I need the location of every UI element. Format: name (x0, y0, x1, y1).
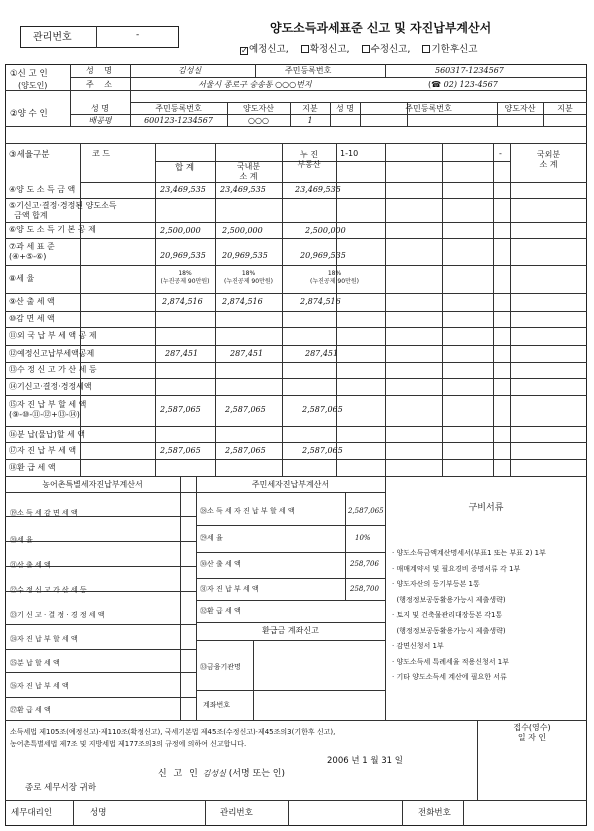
row-label: ⑧세 율 (9, 274, 35, 283)
total-value: 18% (누진공제 90만원) (160, 270, 210, 285)
docs-item: · 기타 양도소득세 계산에 필요한 서류 (392, 673, 507, 681)
agri-item: ㉔자 진 납 부 할 세 액 (10, 635, 78, 643)
reporter-address: 서울시 종로구 숭송동 ○○○번지 (198, 80, 312, 89)
transferee-header: 주민등록번호 (405, 104, 452, 113)
account-label: 계좌번호 (203, 701, 231, 709)
total-value: 23,469,535 (160, 185, 206, 194)
cumulative-value: 2,587,065 (302, 405, 343, 414)
cumulative-value: 2,500,000 (305, 226, 346, 235)
total-value: 2,500,000 (160, 226, 201, 235)
transferee-header: 양도자산 (504, 104, 536, 113)
col-foreign: 국외분 소 계 (536, 150, 561, 169)
form-title: 양도소득과세표준 신고 및 자진납부계산서 (270, 21, 492, 35)
domestic-value: 287,451 (230, 349, 264, 358)
row-label: ⑩감 면 세 액 (9, 314, 55, 323)
signature-line (158, 770, 285, 779)
domestic-value: 20,969,535 (222, 251, 268, 260)
total-value: 2,587,065 (160, 446, 201, 455)
resident-item-label: ㉙세 율 (200, 534, 223, 542)
transferee-rrn: 600123-1234567 (144, 116, 213, 125)
cumulative-value: 20,969,535 (300, 251, 346, 260)
agent-label: 세무대리인 (11, 808, 53, 818)
resident-item-value: 10% (355, 534, 371, 542)
cumulative-value: 18% (누진공제 90만원) (310, 270, 359, 285)
agri-item: ㉕분 납 할 세 액 (10, 659, 60, 667)
report-type-label: 수정신고, (370, 44, 411, 55)
footer-law-text: 소득세법 제105조(예정신고)·제110조(확정신고), 국세기본법 제45조(수정신고)·제45조의3(기한후 신고), (10, 728, 336, 736)
col-domestic: 국내분 소 계 (236, 162, 261, 181)
row-label: ⑬수 정 신 고 가 산 세 등 (9, 365, 97, 374)
row-label: ⑯분 납(물납)할 세 액 (9, 430, 85, 439)
row-label: ⑨산 출 세 액 (9, 297, 55, 306)
transferee-asset: ○○○ (248, 116, 269, 125)
col-cumulative: 누 진 부동산 (297, 150, 321, 169)
total-value: 2,587,065 (160, 405, 201, 414)
checkbox-final[interactable] (301, 45, 309, 53)
mgmt-label: 관리번호 (33, 32, 72, 43)
transferee-name: 배공평 (88, 116, 112, 125)
row-label: ⑤기신고·결정·경정된 양도소득 금액 합계 (9, 201, 117, 221)
footer-law-text: 농어촌특별세법 제7조 및 지방세법 제177조의3의 규정에 의하여 신고합니다. (10, 740, 247, 748)
sign-tail: (서명 또는 인) (228, 769, 285, 779)
form-outer-border (5, 64, 587, 826)
domestic-value: 18% (누진공제 90만원) (224, 270, 273, 285)
agri-item: ⑳세 율 (10, 536, 33, 544)
transferee-header: 성 명 (91, 104, 109, 113)
report-type-label: 확정신고, (309, 44, 350, 55)
tax-rate-label: ③세율구분 (9, 150, 50, 160)
docs-title: 구비서류 (468, 503, 504, 513)
cumulative-value: 2,587,065 (302, 446, 343, 455)
row-label: ⑮자 진 납 부 할 세 액 (⑨-⑩-⑪-⑫+⑬-⑭) (9, 400, 87, 420)
resident-item-label: ㉚산 출 세 액 (200, 560, 241, 568)
code-value: 1-10 (340, 149, 359, 158)
reporter-phone: (☎ 02) 123-4567 (428, 80, 498, 89)
total-value: 2,874,516 (162, 297, 203, 306)
docs-item: · 양도소득금액계산명세서(부표1 또는 부표 2) 1부 (392, 549, 546, 557)
signer-name: 김성실 (202, 769, 226, 778)
report-date: 2006 년 1 월 31 일 (327, 756, 403, 766)
row-label: ⑦과 세 표 준 (④+⑤-⑥) (9, 242, 55, 262)
resident-item-label: ㉘소 득 세 자 진 납 부 할 세 액 (200, 507, 295, 515)
transferee-share: 1 (307, 116, 313, 125)
docs-item: · 양도자산의 등기부등본 1통 (392, 580, 480, 588)
signer-label: 신 고 인 (158, 769, 200, 779)
transferee-header: 양도자산 (243, 104, 274, 113)
report-type-row (240, 41, 477, 55)
refund-title: 환급금 계좌신고 (262, 626, 319, 635)
row-label: ⑱환 급 세 액 (9, 463, 56, 472)
bank-label: ㉝금융기관명 (200, 663, 241, 671)
cumulative-value: 23,469,535 (295, 185, 341, 194)
reporter-name: 김성실 (178, 66, 202, 75)
code-label: 코 드 (92, 149, 110, 158)
cumulative-value: 2,874,516 (300, 297, 341, 306)
docs-item: · 매매계약서 및 필요경비 증명서류 각 1부 (392, 564, 521, 573)
agri-item: ㉒수 정 신 고 가 산 세 등 (10, 586, 87, 594)
reporter-label: ①신 고 인 (10, 69, 48, 79)
domestic-value: 2,500,000 (222, 226, 263, 235)
report-type-label: 기한후신고 (431, 44, 478, 55)
cumulative-value: 287,451 (305, 349, 339, 358)
domestic-value: 2,874,516 (222, 297, 263, 306)
docs-item: (행정정보공동활용가능시 제출생략) (392, 595, 506, 604)
row-label: ⑪외 국 납 부 세 액 공 제 (9, 331, 97, 340)
receipt-stamp-label: 접수(영수) 일 자 인 (513, 723, 551, 743)
col-total: 합 계 (175, 163, 195, 173)
report-type-label: 예정신고, (249, 44, 289, 55)
transferee-header: 주민등록번호 (155, 104, 202, 113)
resident-item-value: 258,700 (350, 585, 379, 593)
docs-list (392, 546, 586, 686)
transferee-header: 지분 (302, 104, 318, 113)
agri-item: ㉗환 급 세 액 (10, 706, 51, 714)
checkbox-late[interactable] (422, 45, 430, 53)
agri-item: ㉓기 신 고 · 결 정 · 경 정 세 액 (10, 611, 105, 619)
tax-office: 종로 세무서장 귀하 (25, 783, 97, 793)
reporter-sub: (양도인) (18, 81, 48, 90)
resident-item-value: 258,706 (350, 560, 379, 568)
resident-item-label: ㉛자 진 납 부 세 액 (200, 585, 259, 593)
phone-icon: ☎ (431, 80, 442, 89)
total-value: 20,969,535 (160, 251, 206, 260)
domestic-value: 23,469,535 (220, 185, 266, 194)
code-dash: - (499, 149, 502, 158)
docs-item: (행정정보공동활용가능시 제출생략) (392, 626, 506, 635)
row-label: ⑥양 도 소 득 기 본 공 제 (9, 225, 96, 234)
row-label: ⑫예정신고납부세액공제 (9, 349, 95, 358)
total-value: 287,451 (165, 349, 199, 358)
agent-mgmt-label: 관리번호 (220, 808, 253, 818)
checkbox-preliminary[interactable]: ✓ (241, 46, 248, 55)
agri-title: 농어촌특별세자진납부계산서 (42, 480, 143, 489)
docs-item: · 감면신청서 1부 (392, 642, 444, 650)
docs-item: · 토지 및 건축물관리대장등본 각1통 (392, 611, 503, 619)
checkbox-amended[interactable] (362, 45, 370, 53)
reporter-name-label: 성 명 (86, 66, 116, 75)
docs-item: · 양도소득세 특례세율 적용신청서 1부 (392, 657, 510, 666)
transferee-header: 지분 (557, 104, 573, 113)
transferee-header: 성 명 (336, 104, 354, 113)
domestic-value: 2,587,065 (225, 446, 266, 455)
reporter-addr-label: 주 소 (86, 80, 116, 89)
resident-title: 주민세자진납부계산서 (251, 480, 330, 489)
row-label: ⑰자 진 납 부 세 액 (9, 446, 77, 455)
agent-phone-label: 전화번호 (418, 808, 451, 818)
domestic-value: 2,587,065 (225, 405, 266, 414)
agri-item: ㉑산 출 세 액 (10, 561, 51, 569)
agent-name-label: 성명 (90, 808, 107, 818)
row-label: ④양 도 소 득 금 액 (9, 185, 76, 194)
resident-item-label: ㉜환 급 세 액 (200, 607, 241, 615)
agri-item: ㉖자 진 납 부 세 액 (10, 682, 69, 690)
reporter-rrn-label: 주민등록번호 (285, 66, 332, 75)
resident-item-value: 2,587,065 (348, 507, 384, 515)
agri-item: ⑲소 득 세 감 면 세 액 (10, 509, 78, 517)
row-label: ⑭기신고·결정·경정세액 (9, 382, 92, 391)
mgmt-value: - (136, 30, 140, 40)
reporter-rrn: 560317-1234567 (435, 66, 504, 75)
transferee-label: ②양 수 인 (10, 109, 48, 119)
